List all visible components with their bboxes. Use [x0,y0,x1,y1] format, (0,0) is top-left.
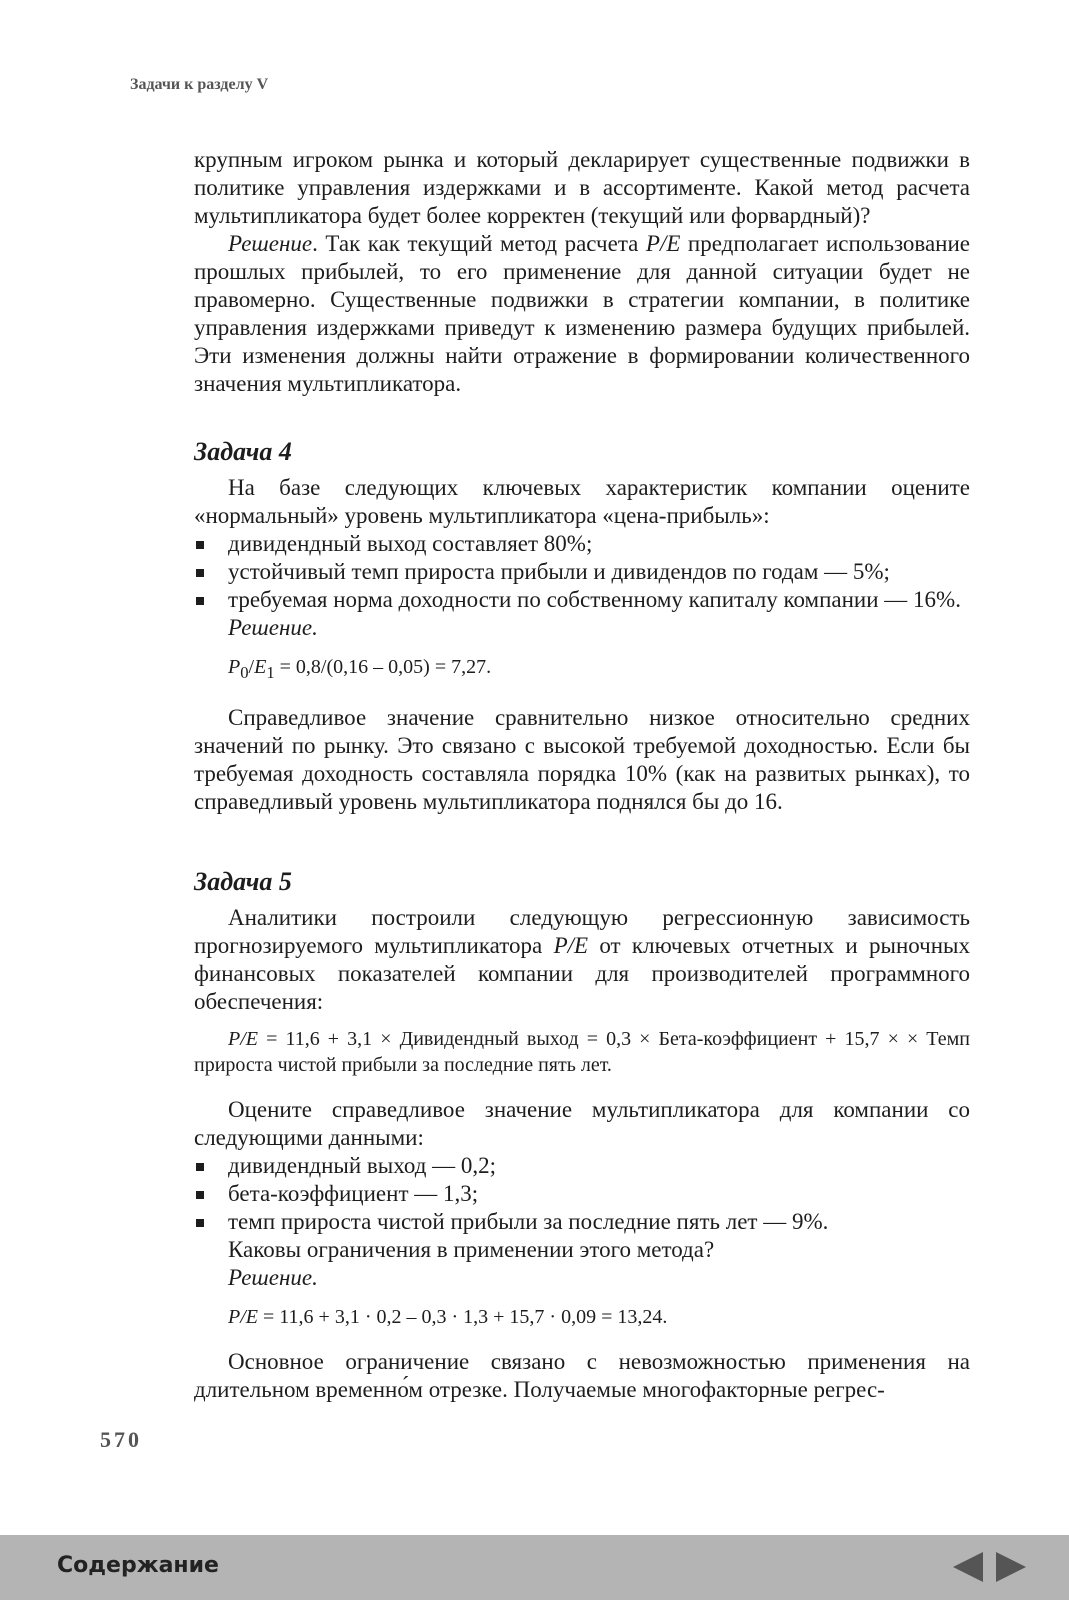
intro-paragraph: крупным игроком рынка и который декларирует существенные подвижки в политике управления издержками и в ассортименте. Какой метод расчета мультипликатора будет более корректен (текущий или форвардный)? [194,147,970,228]
list-item: бета-коэффициент — 1,3; [194,1180,970,1208]
bullet-icon [196,569,204,577]
pe-symbol: P/E [645,231,681,256]
task4-conclusion: Справедливое значение сравнительно низкое относительно средних значений по рынку. Это связано с высокой требуемой доходностью. Если бы требуемая доходность составляла порядка 10% (как на развитых рынках), то справедливый уровень мультипликатора поднялся бы до 16. [194,705,970,814]
bullet-icon [196,1219,204,1227]
list-item: требуемая норма доходности по собственному капиталу компании — 16%. [194,586,970,614]
arrow-left-icon[interactable] [953,1552,983,1582]
task4-heading: Задача 4 [194,437,292,466]
contents-link[interactable]: Содержание [57,1553,219,1578]
task5-heading: Задача 5 [194,867,292,896]
task4-intro: На базе следующих ключевых характеристик компании оцените «нормальный» уровень мультипликатора «цена-прибыль»: [194,475,970,528]
task5-intro: Аналитики построили следующую регрессионную зависимость прогнозируемого мультипликатора P/E от ключевых отчетных и рыночных финансовых показателей компании для производителей программного обеспечения: [194,905,971,1014]
regression-formula: P/E = 11,6 + 3,1 × Дивидендный выход = 0,3 × Бета-коэффициент + 15,7 × × Темп прироста чистой прибыли за последние пять лет. [194,1028,970,1076]
footer-nav-bar [0,1535,1069,1600]
task4-section [194,438,970,816]
task5-limitations-question: Каковы ограничения в применении этого метода? [228,1237,715,1262]
task5-solution-formula: P/E = 11,6 + 3,1 · 0,2 – 0,3 · 1,3 + 15,7 · 0,09 = 13,24. [228,1306,668,1328]
task4-formula: $P_0/E_1 = 0,8/(0,16 - 0,05) = 7,27$. [228,656,492,682]
page-number: 570 [100,1427,142,1452]
task5-solution-label: Решение. [228,1265,318,1290]
list-item: дивидендный выход составляет 80%; [194,530,970,558]
list-item: дивидендный выход — 0,2; [194,1152,970,1180]
bullet-icon [196,1163,204,1171]
solution-text-before: . Так как текущий метод расчета [312,231,646,256]
list-item: устойчивый темп прироста прибыли и дивидендов по годам — 5%; [194,558,970,586]
running-head: Задачи к разделу V [130,76,269,93]
solution-text-after: предполагает использование прошлых прибылей, то его применение для данной ситуации будет не правомерно. Существенные подвижки в стратегии компании, в политике управления издержками приведут к изменению размера будущих прибылей. Эти изменения должны найти отражение в формировании количественного значения мультипликатора. [194,231,970,396]
list-item: темп прироста чистой прибыли за последние пять лет — 9%. [194,1208,970,1236]
page-body [194,146,970,398]
task5-bullet-list [194,1152,970,1236]
bullet-icon [196,597,204,605]
arrow-right-icon[interactable] [996,1552,1026,1582]
task5-final-paragraph: Основное ограничение связано с невозможностью применения на длительном временно́м отрезке. Получаемые многофакторные регрес- [194,1349,970,1402]
task5-question: Оцените справедливое значение мультипликатора для компании со следующими данными: [194,1097,970,1150]
task3-solution [194,230,970,398]
task4-bullet-list [194,530,970,614]
bullet-icon [196,541,204,549]
bullet-icon [196,1191,204,1199]
task5-section [194,868,970,1404]
pe-symbol: P/E [553,933,589,958]
solution-label: Решение [228,231,313,256]
task4-solution-label: Решение. [228,615,318,640]
